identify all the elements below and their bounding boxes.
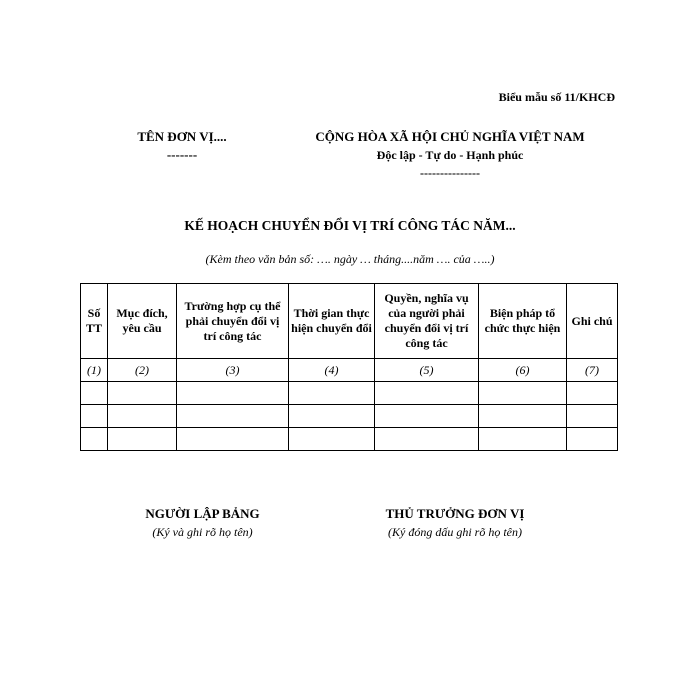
unit-underline: ------- (166, 147, 198, 162)
header-cell-purpose: Mục đích, yêu cầu (108, 284, 177, 359)
nation-motto: Độc lập - Tự do - Hạnh phúc (376, 148, 524, 162)
table-cell[interactable] (177, 428, 289, 451)
table-row (81, 405, 618, 428)
table-cell[interactable] (375, 428, 479, 451)
document-title: KẾ HOẠCH CHUYỂN ĐỔI VỊ TRÍ CÔNG TÁC NĂM... (184, 218, 516, 233)
preparer-signature (120, 505, 285, 541)
table-cell[interactable] (108, 428, 177, 451)
nation-name: CỘNG HÒA XÃ HỘI CHỦ NGHĨA VIỆT NAM (315, 129, 585, 144)
table-cell[interactable] (289, 405, 375, 428)
table-cell[interactable] (375, 382, 479, 405)
table-row (81, 428, 618, 451)
head-signature (355, 505, 555, 541)
table-cell[interactable] (81, 382, 108, 405)
table-cell[interactable] (479, 382, 567, 405)
nation-header (290, 128, 610, 182)
table-cell[interactable] (289, 428, 375, 451)
table-cell[interactable] (177, 405, 289, 428)
head-title: THỦ TRƯỞNG ĐƠN VỊ (385, 506, 525, 521)
head-note: (Ký đóng dấu ghi rõ họ tên) (388, 525, 522, 539)
header-cell-stt: Số TT (81, 284, 108, 359)
preparer-title: NGƯỜI LẬP BẢNG (145, 506, 260, 521)
unit-block (112, 128, 252, 164)
column-number: (3) (177, 359, 289, 382)
header-cell-rights: Quyền, nghĩa vụ của người phải chuyển đổi vị trí công tác (375, 284, 479, 359)
table-cell[interactable] (567, 382, 618, 405)
table-cell[interactable] (567, 428, 618, 451)
table-cell[interactable] (108, 405, 177, 428)
form-code: Biểu mẫu số 11/KHCĐ (498, 90, 615, 104)
unit-name: TÊN ĐƠN VỊ.... (137, 129, 227, 144)
table-cell[interactable] (479, 428, 567, 451)
document-reference: (Kèm theo văn bản số: …. ngày … tháng....năm …. của …..) (205, 252, 495, 266)
nation-underline: --------------- (420, 166, 480, 180)
header-cell-cases: Trường hợp cụ thể phải chuyển đổi vị trí công tác (177, 284, 289, 359)
table-cell[interactable] (81, 428, 108, 451)
preparer-note: (Ký và ghi rõ họ tên) (152, 525, 253, 539)
header-cell-measures: Biện pháp tổ chức thực hiện (479, 284, 567, 359)
table-cell[interactable] (567, 405, 618, 428)
table-cell[interactable] (81, 405, 108, 428)
column-number: (2) (108, 359, 177, 382)
table-cell[interactable] (289, 382, 375, 405)
column-number: (5) (375, 359, 479, 382)
table-cell[interactable] (108, 382, 177, 405)
table-cell[interactable] (177, 382, 289, 405)
table-cell[interactable] (479, 405, 567, 428)
table-header-row (81, 284, 618, 359)
header-cell-time: Thời gian thực hiện chuyển đổi (289, 284, 375, 359)
table-row (81, 382, 618, 405)
column-number: (6) (479, 359, 567, 382)
table-cell[interactable] (375, 405, 479, 428)
column-number: (4) (289, 359, 375, 382)
column-number-row (81, 359, 618, 382)
column-number: (7) (567, 359, 618, 382)
column-number: (1) (81, 359, 108, 382)
header-cell-notes: Ghi chú (567, 284, 618, 359)
plan-table (80, 283, 618, 451)
